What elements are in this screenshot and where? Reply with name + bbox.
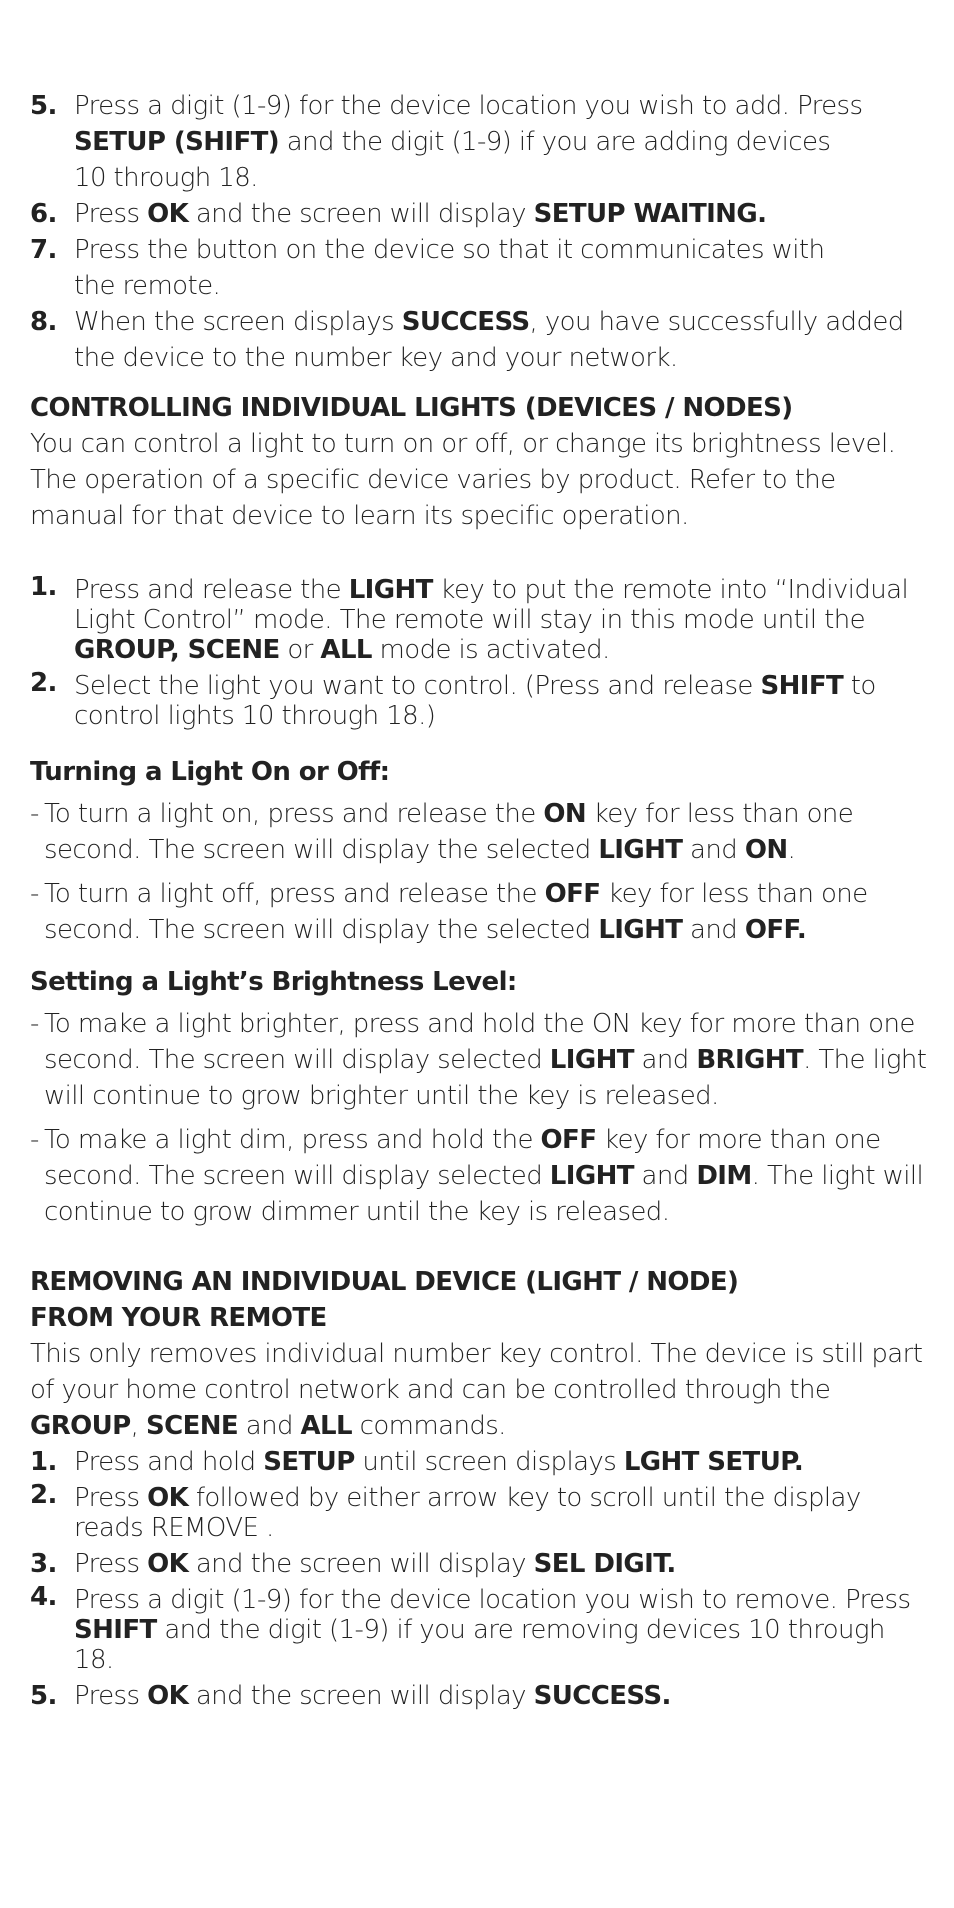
controlling-heading: CONTROLLING INDIVIDUAL LIGHTS (DEVICES / NODES) bbox=[30, 393, 793, 423]
dash-text: key for less than one second. The screen will display the selected bbox=[44, 799, 854, 865]
step-text: and the screen will display bbox=[188, 199, 534, 229]
dash-mark: - bbox=[30, 799, 39, 829]
step-bold-term: OK bbox=[147, 1681, 189, 1711]
dash-bold-term: OFF bbox=[540, 1125, 597, 1155]
step-text: Press bbox=[74, 1681, 148, 1711]
step-text: Press a digit (1-9) for the device location you wish to remove. Press bbox=[74, 1585, 911, 1615]
dash-text: and bbox=[682, 835, 745, 865]
dash-text: and bbox=[633, 1045, 697, 1075]
controlling-intro: You can control a light to turn on or off, or change its brightness level. The operation of a specific device varies by product. Refer to the manual for that device to learn its specific operation. bbox=[30, 429, 896, 531]
list-item bbox=[30, 668, 930, 734]
step-number: 1. bbox=[30, 572, 57, 602]
step-bold-term: SHIFT bbox=[760, 671, 844, 701]
list-item bbox=[30, 1678, 930, 1714]
dash-item bbox=[30, 796, 930, 868]
step-number: 2. bbox=[30, 668, 57, 698]
dash-text: key for less than one second. The screen will display the selected bbox=[44, 879, 868, 945]
step-text: followed by either arrow key to scroll until the display reads REMOVE . bbox=[74, 1483, 861, 1543]
dash-bold-term: BRIGHT bbox=[696, 1045, 804, 1075]
step-bold-term: LGHT SETUP. bbox=[623, 1447, 804, 1477]
step-bold-term: SETUP (SHIFT) bbox=[74, 127, 280, 157]
dash-text bbox=[44, 1125, 923, 1227]
step-bold-term: SUCCESS. bbox=[533, 1681, 671, 1711]
list-item bbox=[30, 304, 930, 376]
step-text bbox=[74, 91, 862, 193]
dash-item bbox=[30, 1122, 930, 1230]
intro-text: This only removes individual number key control. The device is still part of your home control network and can be controlled through the bbox=[30, 1339, 923, 1405]
step-bold-term: SEL DIGIT. bbox=[533, 1549, 676, 1579]
dash-item bbox=[30, 1006, 930, 1114]
turning-heading: Turning a Light On or Off: bbox=[30, 757, 390, 787]
dash-text bbox=[44, 799, 853, 865]
dash-text: key for more than one second. The screen will display selected bbox=[44, 1125, 881, 1191]
dash-bold-term: LIGHT bbox=[549, 1045, 634, 1075]
dash-text: . bbox=[787, 835, 796, 865]
step-bold-term: SETUP bbox=[263, 1447, 355, 1477]
brightness-heading: Setting a Light’s Brightness Level: bbox=[30, 967, 517, 997]
intro-bold-term: ALL bbox=[300, 1411, 352, 1441]
step-text bbox=[74, 199, 766, 229]
step-bold-term: SETUP WAITING. bbox=[533, 199, 767, 229]
step-number: 6. bbox=[30, 199, 57, 229]
list-item bbox=[30, 1546, 930, 1582]
dash-text: To make a light dim, press and hold the bbox=[44, 1125, 541, 1155]
step-bold-term: SHIFT bbox=[74, 1615, 157, 1645]
dash-bold-term: ON bbox=[543, 799, 587, 829]
step-text bbox=[74, 1681, 671, 1711]
brightness-items bbox=[30, 1006, 930, 1230]
step-text: until screen displays bbox=[354, 1447, 624, 1477]
step-text: , you have successfully added the device to the number key and your network. bbox=[74, 307, 904, 373]
removing-intro bbox=[30, 1336, 930, 1444]
step-number: 7. bbox=[30, 235, 57, 265]
step-text: Select the light you want to control. (Press and release bbox=[74, 671, 761, 701]
step-text: key to put the remote into “Individual Light Control” mode. The remote will stay in this mode until the bbox=[74, 575, 909, 635]
dash-bold-term: OFF. bbox=[744, 915, 807, 945]
step-text: mode is activated. bbox=[371, 635, 610, 665]
intro-bold-term: SCENE bbox=[145, 1411, 239, 1441]
dash-bold-term: LIGHT bbox=[598, 915, 683, 945]
step-number: 4. bbox=[30, 1582, 57, 1612]
step-number: 3. bbox=[30, 1549, 57, 1579]
step-text: 10 through 18. bbox=[74, 163, 258, 193]
dash-mark: - bbox=[30, 879, 39, 909]
step-text: Press bbox=[74, 1549, 148, 1579]
step-text: or bbox=[279, 635, 321, 665]
step-text: Press bbox=[74, 199, 148, 229]
step-text: and the digit (1-9) if you are removing devices 10 through 18. bbox=[74, 1615, 885, 1675]
intro-text: , bbox=[130, 1411, 146, 1441]
dash-bold-term: LIGHT bbox=[598, 835, 683, 865]
step-bold-term: SUCCESS bbox=[401, 307, 530, 337]
step-text: Press bbox=[74, 1483, 148, 1513]
dash-text: To turn a light off, press and release the bbox=[44, 879, 545, 909]
list-item bbox=[30, 1480, 930, 1546]
step-bold-term: OK bbox=[147, 1483, 189, 1513]
dash-text bbox=[44, 1009, 926, 1111]
step-text bbox=[74, 575, 908, 665]
intro-text: commands. bbox=[352, 1411, 506, 1441]
intro-bold-term: GROUP bbox=[30, 1411, 131, 1441]
step-text: Press and release the bbox=[74, 575, 349, 605]
dash-text: . The light will continue to grow dimmer until the key is released. bbox=[44, 1161, 924, 1227]
removing-heading-line1: REMOVING AN INDIVIDUAL DEVICE (LIGHT / NODE) bbox=[30, 1267, 739, 1297]
step-number: 5. bbox=[30, 1681, 57, 1711]
step-text bbox=[74, 1585, 910, 1675]
step-number: 5. bbox=[30, 91, 57, 121]
step-text bbox=[74, 1483, 861, 1543]
dash-text: To make a light brighter, press and hold the ON key for more than one second. The screen will display selected bbox=[44, 1009, 915, 1075]
dash-bold-term: ON bbox=[744, 835, 788, 865]
step-text: Press and hold bbox=[74, 1447, 264, 1477]
step-text: and the digit (1-9) if you are adding devices bbox=[279, 127, 831, 157]
step-bold-term: LIGHT bbox=[348, 575, 433, 605]
step-bold-term: OK bbox=[147, 199, 189, 229]
step-number: 8. bbox=[30, 307, 57, 337]
list-item bbox=[30, 1582, 930, 1678]
step-text: Press a digit (1-9) for the device location you wish to add. Press bbox=[74, 91, 863, 121]
step-bold-term: OK bbox=[147, 1549, 189, 1579]
dash-text: . The light will continue to grow brighter until the key is released. bbox=[44, 1045, 927, 1111]
dash-bold-term: OFF bbox=[544, 879, 601, 909]
step-text bbox=[74, 1447, 803, 1477]
step-text bbox=[74, 235, 824, 301]
dash-mark: - bbox=[30, 1009, 39, 1039]
step-text bbox=[74, 1549, 676, 1579]
step-text bbox=[74, 671, 876, 731]
list-item bbox=[30, 572, 930, 668]
step-number: 2. bbox=[30, 1480, 57, 1510]
dash-bold-term: LIGHT bbox=[549, 1161, 634, 1191]
step-bold-term: GROUP, SCENE bbox=[74, 635, 280, 665]
step-text: When the screen displays bbox=[74, 307, 402, 337]
dash-text: To turn a light on, press and release the bbox=[44, 799, 544, 829]
step-text: the remote. bbox=[74, 271, 221, 301]
dash-bold-term: DIM bbox=[696, 1161, 752, 1191]
step-text: to control lights 10 through 18.) bbox=[74, 671, 876, 731]
step-text: and the screen will display bbox=[188, 1681, 534, 1711]
turning-items bbox=[30, 796, 930, 948]
step-text: Press the button on the device so that it communicates with bbox=[74, 235, 825, 265]
dash-text bbox=[44, 879, 868, 945]
list-item bbox=[30, 232, 930, 304]
list-item bbox=[30, 196, 930, 232]
setup-steps-list bbox=[30, 88, 930, 376]
dash-text: and bbox=[682, 915, 745, 945]
remove-steps-list bbox=[30, 1444, 930, 1714]
intro-text: and bbox=[238, 1411, 301, 1441]
dash-mark: - bbox=[30, 1125, 39, 1155]
step-text bbox=[74, 307, 904, 373]
dash-text: and bbox=[633, 1161, 697, 1191]
removing-heading-line2: FROM YOUR REMOTE bbox=[30, 1303, 327, 1333]
step-text: and the screen will display bbox=[188, 1549, 534, 1579]
step-bold-term: ALL bbox=[320, 635, 372, 665]
list-item bbox=[30, 88, 930, 196]
list-item bbox=[30, 1444, 930, 1480]
step-number: 1. bbox=[30, 1447, 57, 1477]
dash-item bbox=[30, 876, 930, 948]
control-steps-list bbox=[30, 572, 930, 734]
manual-page bbox=[30, 88, 930, 1714]
